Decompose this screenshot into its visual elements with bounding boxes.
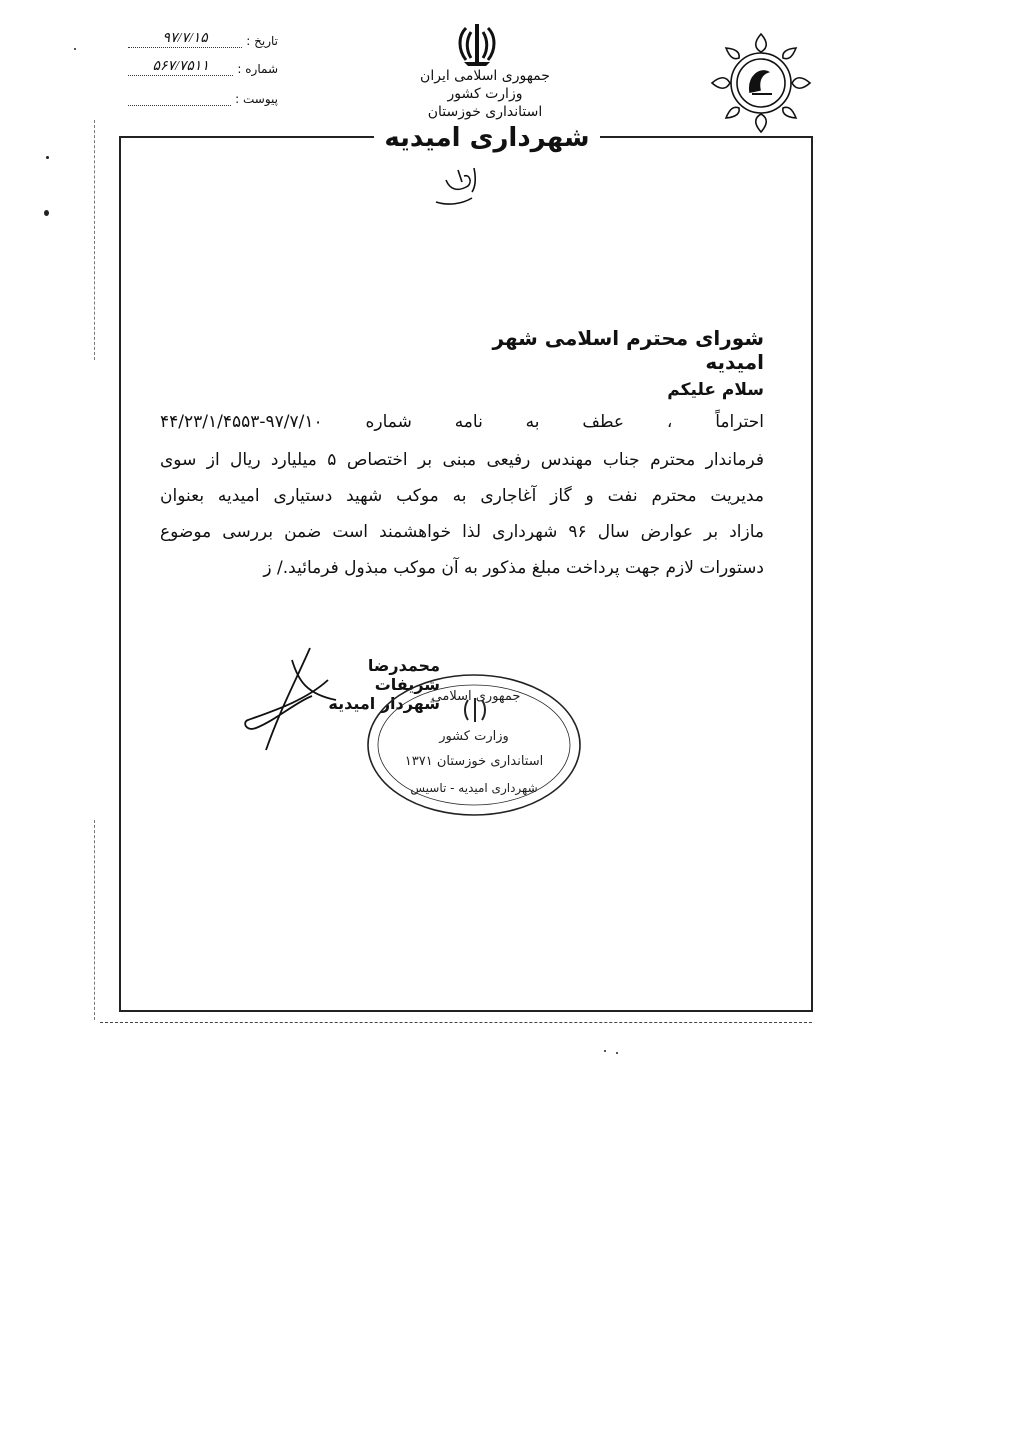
national-emblem-icon <box>452 20 502 68</box>
org-name-title: شهرداری امیدیه <box>374 120 600 156</box>
attachment-label: پیوست : <box>235 92 278 106</box>
number-field <box>128 56 278 76</box>
stamp-bottom-text: شهرداری امیدیه - تاسیس <box>410 781 538 795</box>
attachment-field <box>128 86 278 106</box>
signer-title: شهردار امیدیه <box>328 694 440 713</box>
bottom-dashed-line <box>100 1022 812 1023</box>
official-stamp <box>364 670 584 820</box>
scan-speck <box>46 156 49 159</box>
number-label: شماره : <box>237 62 278 76</box>
stamp-top-text: جمهوری اسلامی <box>431 689 521 704</box>
scan-speck <box>44 210 49 216</box>
date-field <box>128 28 278 48</box>
handwritten-note <box>428 162 488 210</box>
header-country: جمهوری اسلامی ایران <box>420 68 550 84</box>
body-line: مدیریت محترم نفت و گاز آغاجاری به موکب شهید دستیاری امیدیه بعنوان <box>160 486 764 506</box>
signer-name: محمدرضا شریفات <box>367 656 440 694</box>
scan-speck <box>74 48 76 50</box>
scan-edge-mark <box>94 120 95 360</box>
body-line: دستورات لازم جهت پرداخت مبلغ مذکور به آن موکب مبذول فرمائید./ ز <box>263 558 764 578</box>
recipient-line: شورای محترم اسلامی شهر امیدیه <box>492 326 764 374</box>
number-value: ۵۶۷/۷۵۱۱ <box>128 61 233 76</box>
stamp-line-1: وزارت کشور <box>439 729 509 744</box>
attachment-value <box>128 91 231 106</box>
body-line: مازاد بر عوارض سال ۹۶ شهرداری لذا خواهشمند است ضمن بررسی موضوع <box>160 522 765 542</box>
header-province: استانداری خوزستان <box>427 104 543 120</box>
date-label: تاریخ : <box>246 34 278 48</box>
stamp-line-2: استانداری خوزستان ۱۳۷۱ <box>404 754 544 769</box>
date-value: ۹۷/۷/۱۵ <box>128 33 242 48</box>
scan-edge-mark <box>94 820 95 1020</box>
handwritten-signature <box>236 640 346 760</box>
scan-speck <box>616 1052 618 1054</box>
body-line: فرماندار محترم جناب مهندس رفیعی مبنی بر اختصاص ۵ میلیارد ریال از سوی <box>160 450 764 470</box>
header-ministry: وزارت کشور <box>447 86 523 102</box>
body-line: احتراماً ، عطف به نامه شماره ۹۷/۷/۱۰-۴۴/۲۳/۱/۴۵۵۳ <box>160 412 764 432</box>
scan-speck <box>604 1050 606 1052</box>
greeting-line: سلام علیکم <box>667 380 764 400</box>
municipality-logo <box>706 28 816 138</box>
